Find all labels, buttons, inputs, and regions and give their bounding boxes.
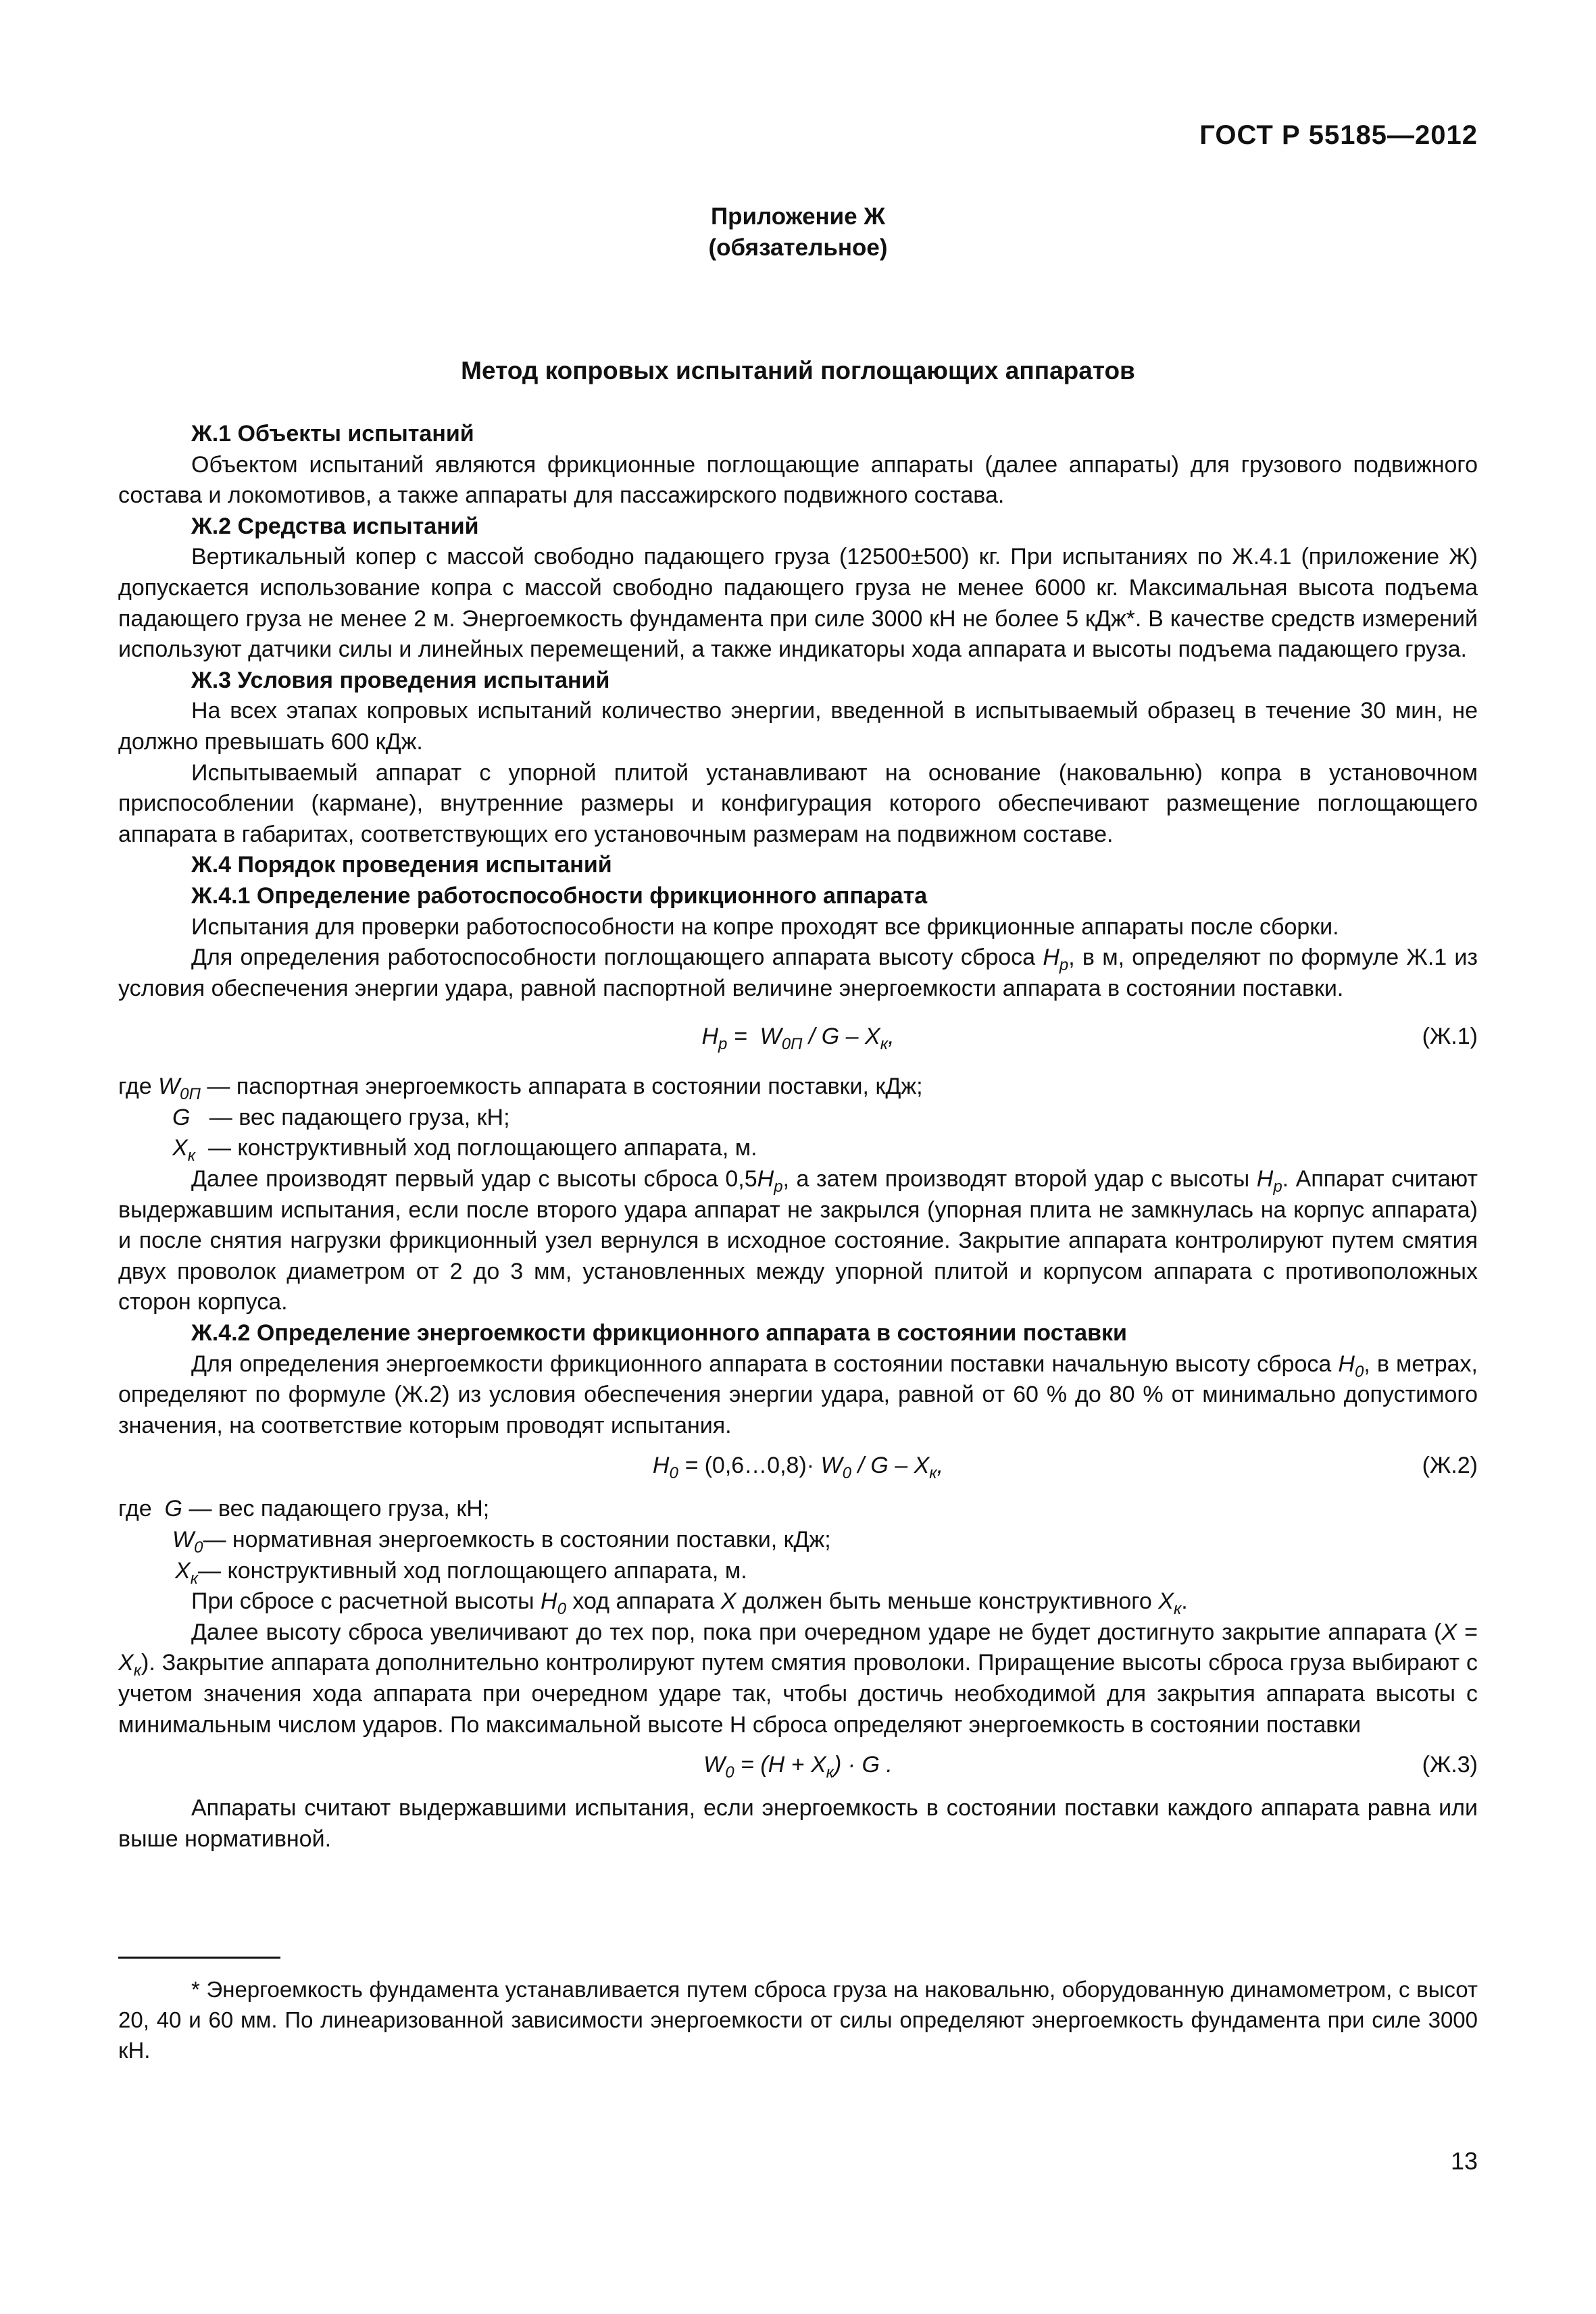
section-text-4-1a: Испытания для проверки работоспособности на копре проходят все фрикционные аппараты после сборки. <box>191 913 1339 940</box>
where-list-2: где G — вес падающего груза, кН; $W_0$ — нормативная энергоемкость в состоянии поставки, кДж; $X_к$ — конструктивный ход поглощающего аппарата, м. <box>118 1496 831 1588</box>
formula-zh1 <box>118 1007 1478 1069</box>
section-heading-3: Ж.3 Условия проведения испытаний <box>191 667 610 693</box>
formula-zh3 <box>118 1743 1478 1790</box>
section-text-4-1c: Далее производят первый удар с высоты сброса $0,5H_p$, а затем производят второй удар с высоты $H_p$. Аппарат считают выдержавшим испытания, если после второго удара аппарат не закрылся (упорная плита не замкнулась на корпус аппарата) и после снятия нагрузки фрикционный узел вернулся в исходное состояние. Закрытие аппарата контролируют путем смятия двух проволок диаметром от 2 до 3 мм, установленных между упорной плитой и корпусом аппарата с противоположных сторон корпуса. <box>118 1166 1478 1315</box>
section-heading-2: Ж.2 Средства испытаний <box>191 513 479 539</box>
section-text-4-1b: Для определения работоспособности поглощающего аппарата высоту сброса $H_p$, в м, определяют по формуле Ж.1 из условия обеспечения энергии удара, равной паспортной величине энергоемкости аппарата в состоянии поставки. <box>118 945 1478 1001</box>
formula-zh1-expression: $H_p = W_{0П} / G - X_к$, <box>701 1024 895 1054</box>
section-text-1: Объектом испытаний являются фрикционные поглощающие аппараты (далее аппараты) для грузового подвижного состава и локомотивов, а также аппараты для пассажирского подвижного состава. <box>118 451 1478 509</box>
section-text-4-2d: Аппараты считают выдержавшими испытания, если энергоемкость в состоянии поставки каждого аппарата равна или выше нормативной. <box>118 1795 1478 1852</box>
formula-zh1-number: (Ж.1) <box>1422 1024 1478 1050</box>
formula-zh2-number: (Ж.2) <box>1422 1453 1478 1479</box>
formula-zh3-expression: $W_0 = (H + X_к) \cdot G$ . <box>703 1752 893 1782</box>
section-heading-4-2: Ж.4.2 Определение энергоемкости фрикционного аппарата в состоянии поставки <box>191 1320 1127 1347</box>
section-text-3b: Испытываемый аппарат с упорной плитой устанавливают на основание (наковальню) копра в установочном приспособлении (кармане), внутренние размеры и конфигурация которого обеспечивают размещение поглощающего аппарата в габаритах, соответствующих его установочным размерам на подвижном составе. <box>118 759 1478 847</box>
footnote: * Энергоемкость фундамента устанавливается путем сброса груза на наковальню, оборудованную динамометром, с высот 20, 40 и 60 мм. По линеаризованной зависимости энергоемкости от силы определяют энергоемкость фундамента при силе 3000 кН. <box>118 1977 1478 2063</box>
section-text-4-2a: Для определения энергоемкости фрикционного аппарата в состоянии поставки начальную высоту сброса $H_0$, в метрах, определяют по формуле (Ж.2) из условия обеспечения энергии удара, равной от 60 % до 80 % от минимально допустимого значения, на соответствие которым проводят испытания. <box>118 1351 1478 1438</box>
section-heading-1: Ж.1 Объекты испытаний <box>191 421 474 447</box>
appendix-title: Приложение Ж <box>710 203 886 230</box>
method-title: Метод копровых испытаний поглощающих аппаратов <box>461 357 1135 384</box>
section-text-3a: На всех этапах копровых испытаний количество энергии, введенной в испытываемый образец в течение 30 мин, не должно превышать 600 кДж. <box>118 698 1478 755</box>
page-number: 13 <box>1450 2147 1478 2175</box>
formula-zh3-number: (Ж.3) <box>1422 1752 1478 1778</box>
footnote-divider <box>118 1957 280 1959</box>
where-list-1: где $W_{0П}$ — паспортная энергоемкость аппарата в состоянии поставки, кДж; G — вес падающего груза, кН; $X_к$ — конструктивный ход поглощающего аппарата, м. <box>118 1074 923 1165</box>
section-heading-4: Ж.4 Порядок проведения испытаний <box>191 852 612 878</box>
section-text-4-2b: При сбросе с расчетной высоты $H_0$ ход аппарата X должен быть меньше конструктивного $X_к$. <box>191 1588 1188 1619</box>
document-body <box>118 419 1478 1855</box>
section-text-4-2c: Далее высоту сброса увеличивают до тех пор, пока при очередном ударе не будет достигнуто закрытие аппарата $(X = X_к)$. Закрытие аппарата дополнительно контролируют путем смятия проволоки. Приращение высоты сброса груза выбирают с учетом значения хода аппарата при очередном ударе так, чтобы достичь необходимой для закрытия аппарата высоты с минимальным числом ударов. По максимальной высоте Н сброса определяют энергоемкость в состоянии поставки <box>118 1619 1478 1738</box>
formula-zh2 <box>118 1444 1478 1491</box>
appendix-heading <box>0 201 1596 263</box>
section-text-2: Вертикальный копер с массой свободно падающего груза (12500±500) кг. При испытаниях по Ж.4.1 (приложение Ж) допускается использование копра с массой свободно падающего груза не менее 6000 кг. Максимальная высота подъема падающего груза не менее 2 м. Энергоемкость фундамента при силе 3000 кН не более 5 кДж*. В качестве средств измерений используют датчики силы и линейных перемещений, а также индикаторы хода аппарата и высоты подъема падающего груза. <box>118 544 1478 663</box>
document-code: ГОСТ Р 55185—2012 <box>1199 120 1478 150</box>
formula-zh2-expression: $H_0$ = (0,6…0,8)· $W_0$ / G – $X_к$, <box>652 1453 944 1483</box>
section-heading-4-1: Ж.4.1 Определение работоспособности фрикционного аппарата <box>191 882 928 909</box>
appendix-status: (обязательное) <box>708 234 888 261</box>
